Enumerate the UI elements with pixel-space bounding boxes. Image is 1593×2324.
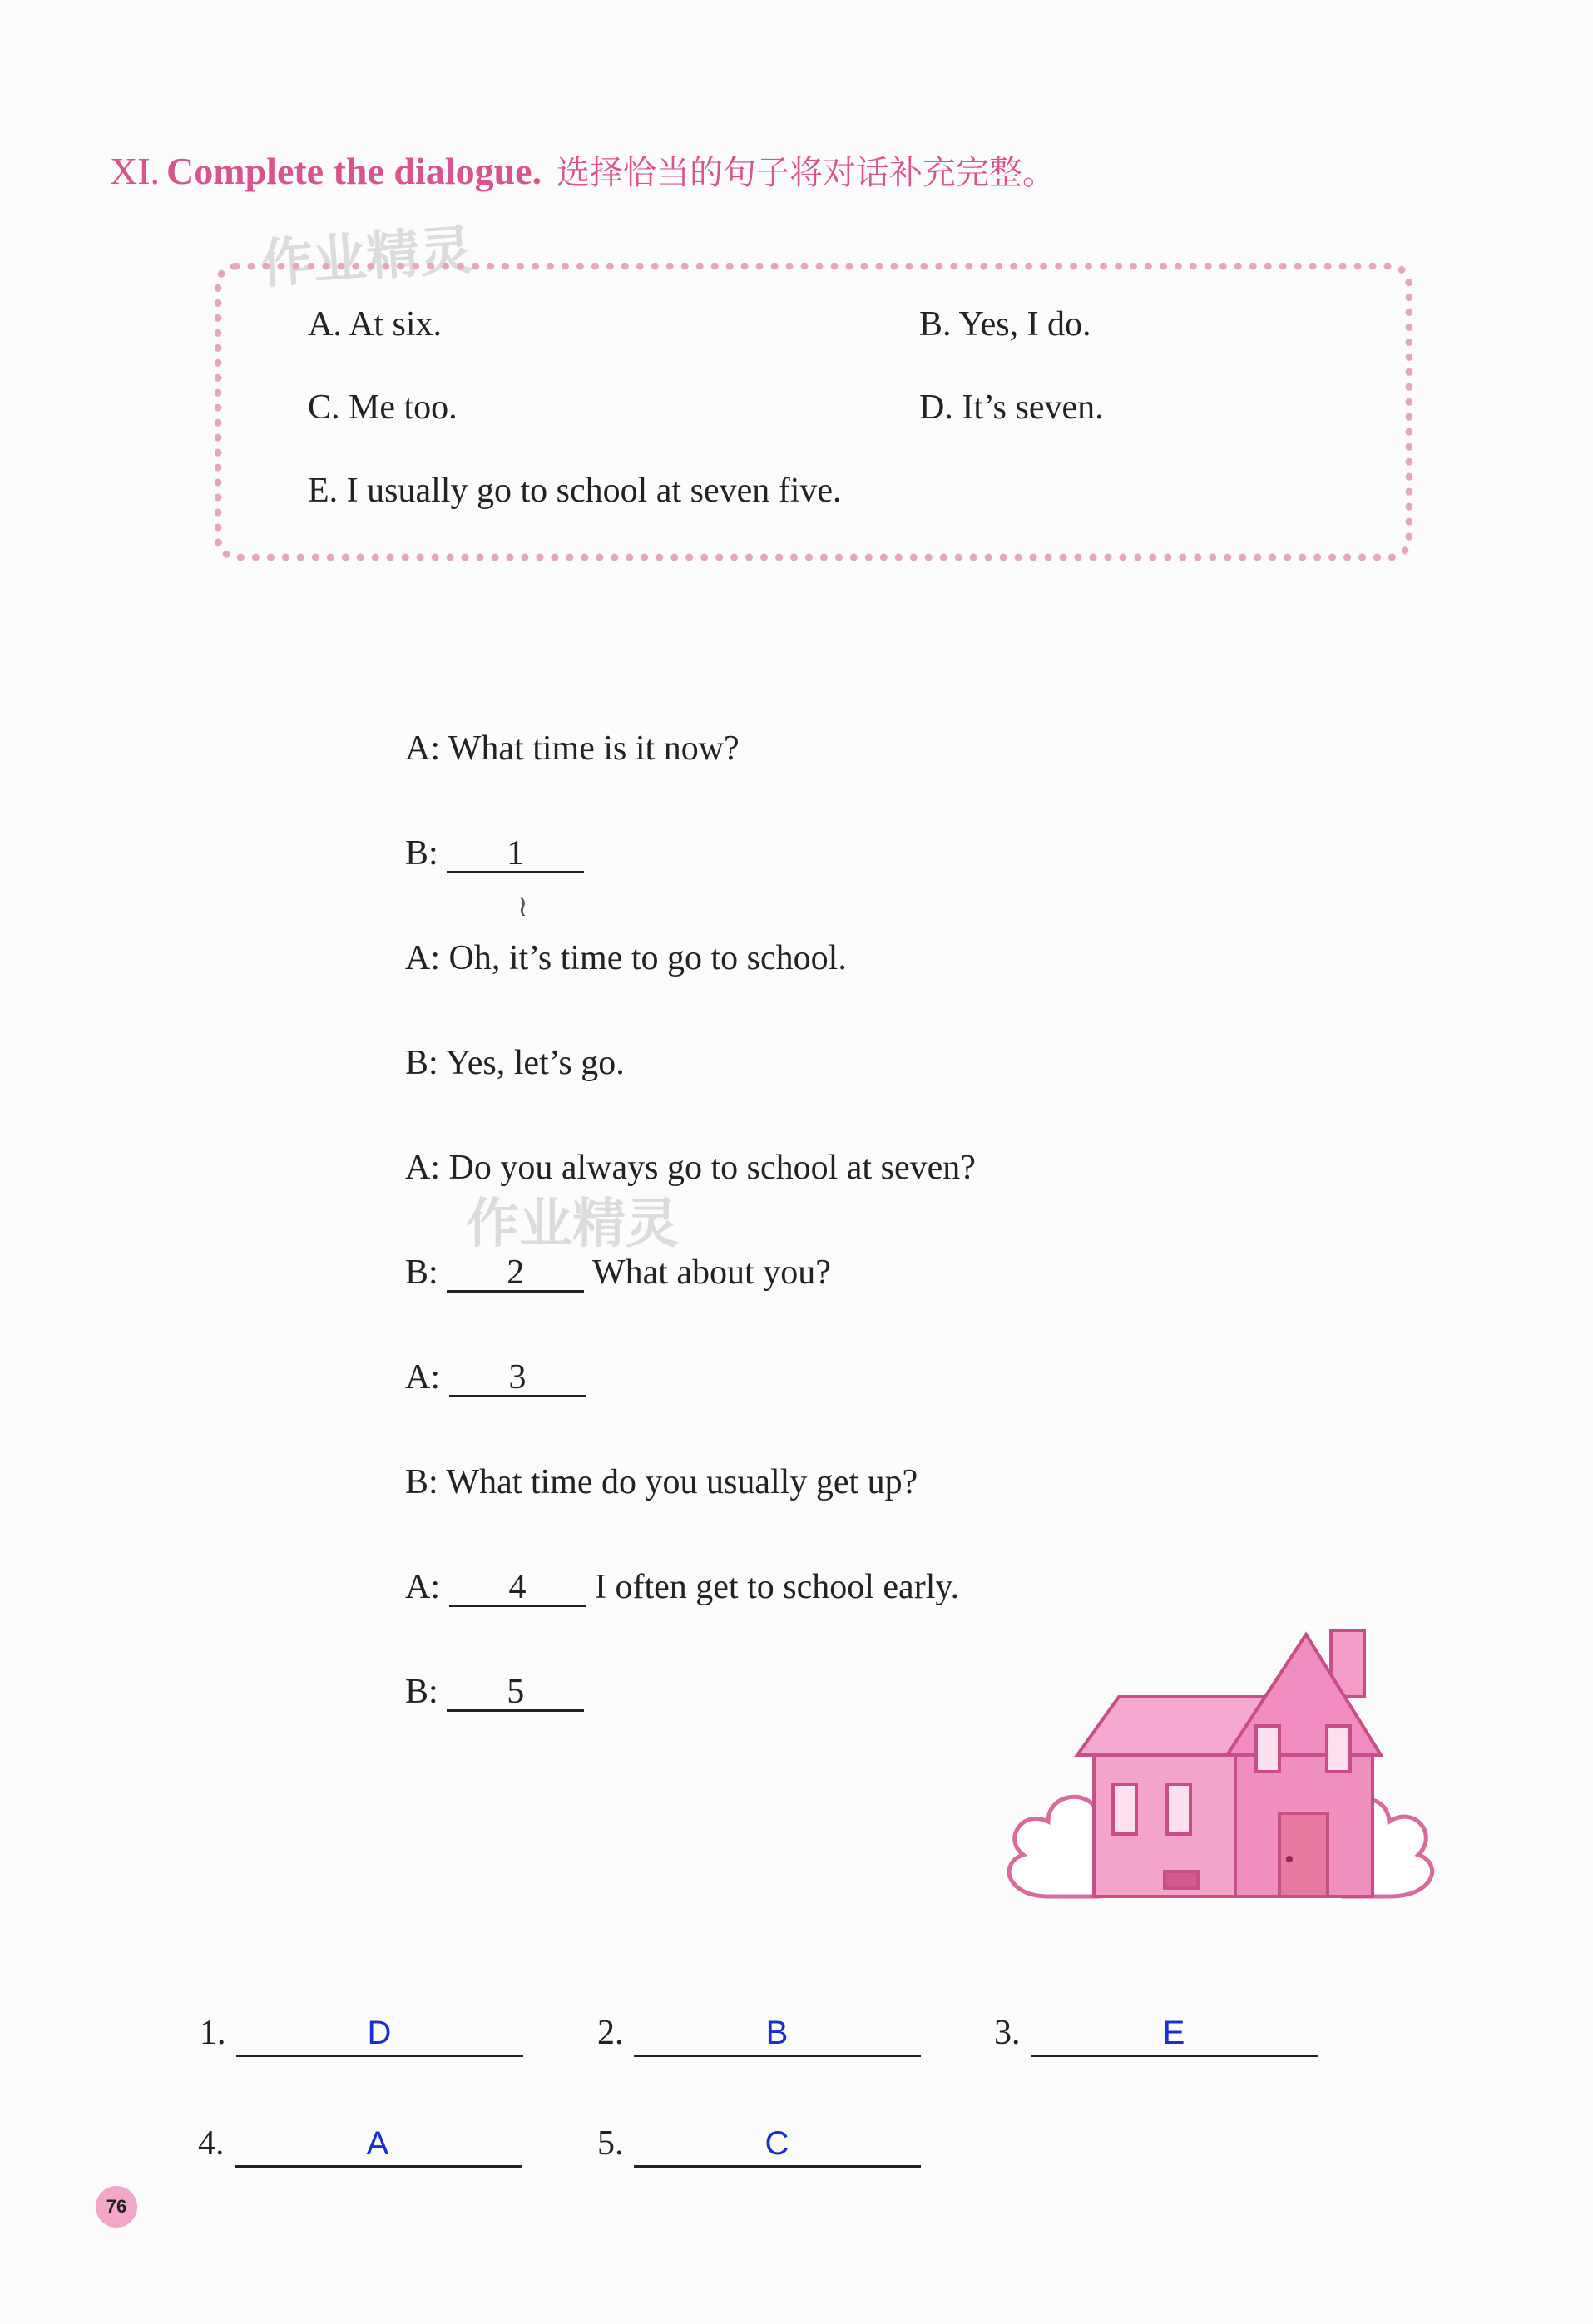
page-number: 76 (96, 2186, 137, 2228)
answer-field-1[interactable]: D (236, 2018, 523, 2057)
blank-4: 4 (449, 1570, 586, 1607)
answer-field-2[interactable]: B (634, 2018, 921, 2057)
watermark: 作业精灵 (258, 220, 475, 296)
dialogue-line-6: B: 2 What about you? (405, 1253, 831, 1292)
blank-1: 1 (447, 836, 584, 873)
dialogue-line-10: B: 5 (405, 1672, 584, 1712)
option-e: E. I usually go to school at seven five. (308, 472, 842, 510)
pen-mark: ≀ (517, 892, 528, 922)
option-d: D. It’s seven. (919, 388, 1104, 427)
dialogue-line-2: B: 1 (405, 833, 584, 873)
watermark-center: 作业精灵 (466, 1194, 679, 1255)
dialogue-line-5: A: Do you always go to school at seven? (405, 1149, 976, 1187)
exercise-title (110, 146, 1056, 194)
dialogue-line-4: B: Yes, let’s go. (405, 1044, 625, 1082)
exercise-number: XI. (110, 150, 161, 192)
answer-row-3: 3. E (994, 2013, 1318, 2057)
exercise-title-zh: 选择恰当的句子将对话补充完整。 (557, 154, 1056, 192)
blank-5: 5 (447, 1674, 584, 1712)
answer-row-1: 1. D (200, 2013, 523, 2057)
dialogue-line-7: A: 3 (405, 1357, 586, 1397)
dialogue-line-8: B: What time do you usually get up? (405, 1463, 918, 1501)
house-illustration (990, 1622, 1456, 1938)
option-a: A. At six. (308, 305, 443, 344)
option-b: B. Yes, I do. (919, 305, 1091, 344)
answer-field-3[interactable]: E (1031, 2018, 1318, 2057)
answer-row-2: 2. B (597, 2013, 921, 2057)
exercise-title-en: Complete the dialogue. (166, 150, 542, 192)
answer-row-4: 4. A (198, 2124, 522, 2168)
answer-field-4[interactable]: A (235, 2129, 522, 2168)
dialogue-line-3: A: Oh, it’s time to go to school. (405, 939, 847, 977)
blank-3: 3 (449, 1360, 586, 1397)
answer-row-5: 5. C (597, 2124, 921, 2168)
option-c: C. Me too. (308, 388, 458, 427)
answer-field-5[interactable]: C (634, 2129, 921, 2168)
dialogue-line-1: A: What time is it now? (405, 729, 740, 768)
dialogue-line-9: A: 4 I often get to school early. (405, 1568, 960, 1606)
blank-2: 2 (447, 1255, 584, 1293)
